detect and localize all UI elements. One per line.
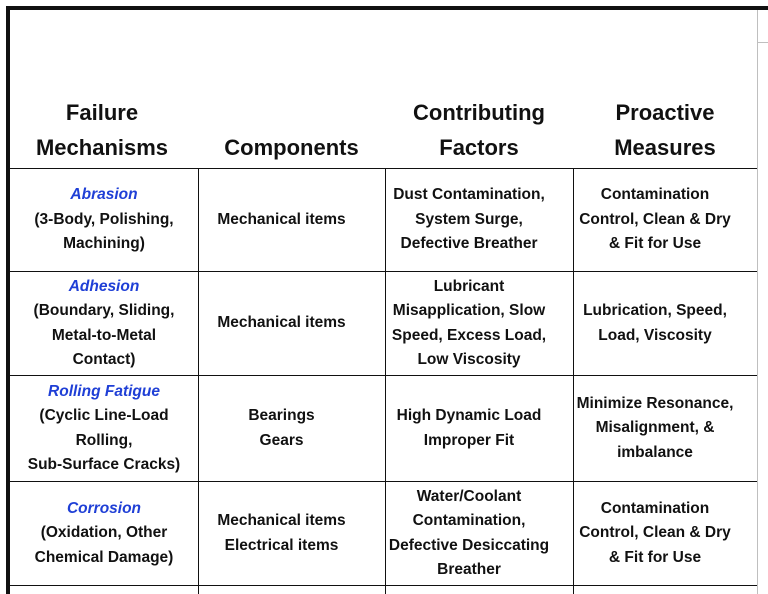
factor-line: Speed, Excess Load, <box>391 326 547 344</box>
measure-line: & Fit for Use <box>608 235 702 253</box>
component-line: Mechanical items <box>217 210 346 228</box>
component-line: Electrical items <box>224 536 339 554</box>
factor-line: Breather <box>437 561 501 578</box>
factor-line: System Surge, <box>415 210 523 228</box>
mechanism-name: Corrosion <box>66 499 142 517</box>
mechanism-detail-line: (Cyclic Line-Load <box>39 407 169 424</box>
contributing-factors-cell <box>375 376 563 481</box>
table-row <box>0 169 748 271</box>
components-cell <box>188 482 375 585</box>
factor-line: Defective Breather <box>400 235 538 253</box>
adjacent-column-edge <box>757 10 758 594</box>
factor-line: High Dynamic Load <box>396 407 542 424</box>
component-line: Mechanical items <box>217 512 346 529</box>
adjacent-column-tick <box>757 42 768 43</box>
header-text: Failure <box>65 100 139 125</box>
factor-line: Low Viscosity <box>417 351 521 368</box>
factor-line: Defective Desiccating <box>388 536 550 554</box>
header-failure-mechanisms <box>22 92 182 168</box>
contributing-factors-cell <box>375 272 563 375</box>
contributing-factors-cell <box>375 169 563 271</box>
header-text: Mechanisms <box>35 135 169 160</box>
mechanism-detail-line: (3-Body, Polishing, <box>34 210 174 228</box>
mechanism-detail-line: Rolling, <box>75 431 133 449</box>
components-cell <box>188 272 375 375</box>
measure-line: Contamination <box>600 186 710 204</box>
factor-line: Lubricant <box>433 277 505 295</box>
proactive-measures-cell <box>563 272 747 375</box>
mechanism-detail-line: (Boundary, Sliding, <box>33 302 175 319</box>
contributing-factors-cell <box>375 482 563 585</box>
factor-line: Improper Fit <box>423 431 515 449</box>
header-contributing-factors <box>385 92 573 168</box>
header-text: Proactive <box>615 100 715 125</box>
measure-line: & Fit for Use <box>608 548 702 566</box>
component-line: Bearings <box>248 407 315 424</box>
factor-line: Water/Coolant <box>416 487 522 505</box>
table-row <box>0 376 748 481</box>
measure-line: imbalance <box>617 443 693 461</box>
measure-line: Control, Clean & Dry <box>579 210 731 228</box>
measure-line: Lubrication, Speed, <box>583 302 727 319</box>
measure-line: Contamination <box>600 499 710 517</box>
measure-line: Minimize Resonance, <box>576 394 734 412</box>
measure-line: Load, Viscosity <box>598 326 712 344</box>
mechanism-name: Abrasion <box>70 186 138 204</box>
component-line: Mechanical items <box>217 314 346 332</box>
proactive-measures-cell <box>563 376 747 481</box>
header-text: Measures <box>614 135 716 160</box>
failure-mechanism-cell <box>10 272 198 375</box>
row-rule <box>10 585 757 586</box>
header-proactive-measures <box>573 92 757 168</box>
mechanism-detail-line: Contact) <box>72 351 136 368</box>
mechanism-detail-line: Chemical Damage) <box>34 548 174 566</box>
mechanism-name: Rolling Fatigue <box>48 382 160 400</box>
header-text: Components <box>224 135 359 160</box>
factor-line: Misapplication, Slow <box>392 302 546 319</box>
failure-mechanism-cell <box>10 376 198 481</box>
table-row <box>0 272 748 375</box>
mechanism-name: Adhesion <box>68 277 140 295</box>
header-text: Factors <box>439 135 519 160</box>
component-line: Gears <box>259 431 304 449</box>
table-row <box>0 482 748 585</box>
measure-line: Control, Clean & Dry <box>579 524 731 542</box>
factor-line: Contamination, <box>412 512 526 529</box>
frame-top-border <box>6 6 768 10</box>
failure-mechanism-cell <box>10 482 198 585</box>
components-cell <box>188 376 375 481</box>
mechanism-detail-line: Machining) <box>63 235 145 253</box>
header-components <box>198 92 385 168</box>
mechanism-detail-line: (Oxidation, Other <box>40 524 168 542</box>
proactive-measures-cell <box>563 482 747 585</box>
factor-line: Dust Contamination, <box>393 186 545 204</box>
components-cell <box>188 169 375 271</box>
mechanism-detail-line: Metal-to-Metal <box>51 326 157 344</box>
proactive-measures-cell <box>563 169 747 271</box>
measure-line: Misalignment, & <box>595 419 715 437</box>
mechanism-detail-line: Sub-Surface Cracks) <box>27 456 181 473</box>
header-text: Contributing <box>413 100 545 125</box>
failure-mechanism-cell <box>10 169 198 271</box>
